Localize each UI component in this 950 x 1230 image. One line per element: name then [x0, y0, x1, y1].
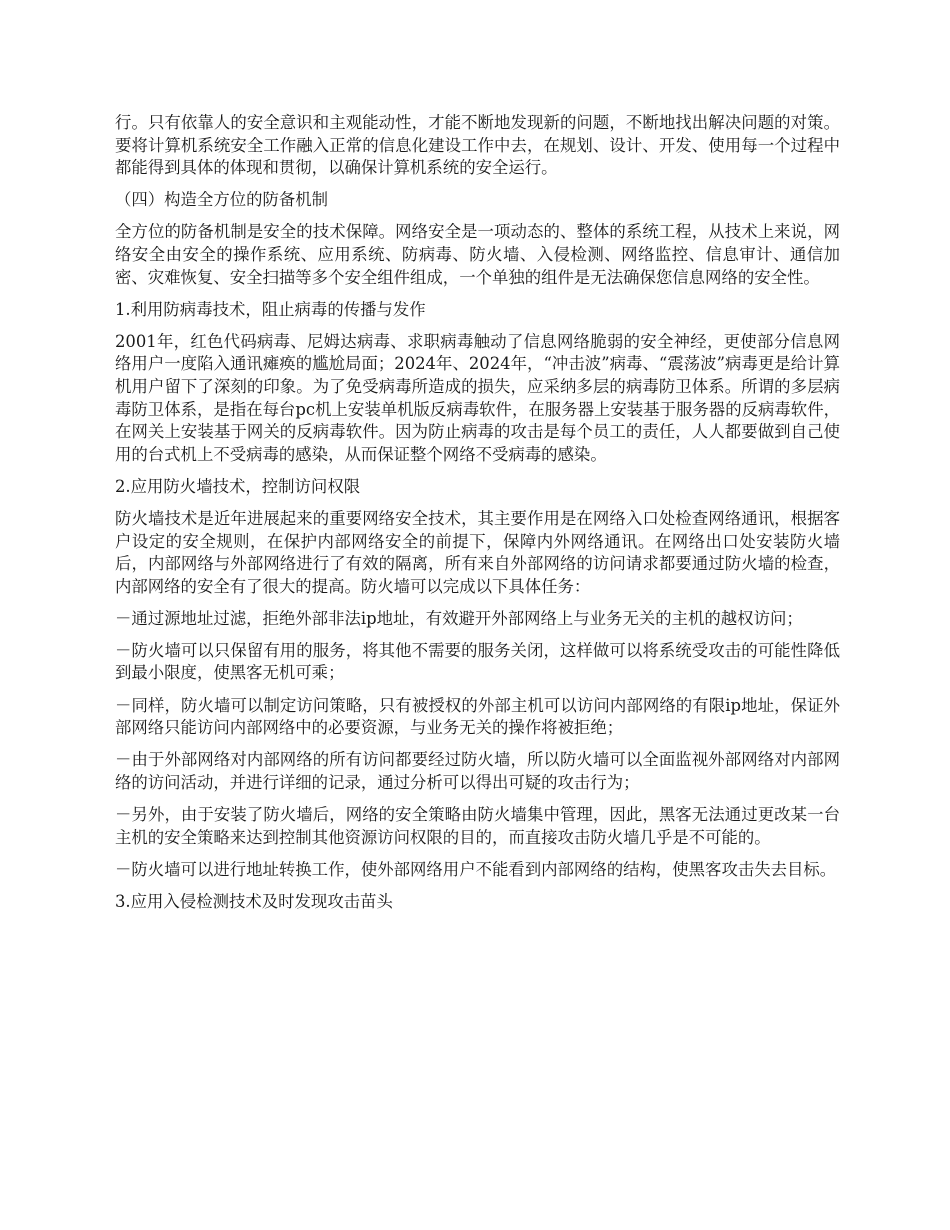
list-item-service-limit: －防火墙可以只保留有用的服务，将其他不需要的服务关闭，这样做可以将系统受攻击的可能性降低到最小限度，使黑客无机可乘； — [115, 640, 840, 683]
paragraph-defense-mechanism: 全方位的防备机制是安全的技术保障。网络安全是一项动态的、整体的系统工程，从技术上来说，网络安全由安全的操作系统、应用系统、防病毒、防火墙、入侵检测、网络监控、信息审计、通信加密、灾难恢复、安全扫描等多个安全组件组成，一个单独的组件是无法确保您信息网络的安全性。 — [115, 222, 840, 287]
list-item-source-filter: －通过源地址过滤，拒绝外部非法ip地址，有效避开外部网络上与业务无关的主机的越权访问； — [115, 608, 803, 628]
list-item-central-policy: －另外，由于安装了防火墙后，网络的安全策略由防火墙集中管理，因此，黑客无法通过更改某一台主机的安全策略来达到控制其他资源访问权限的目的，而直接攻击防火墙几乎是不可能的。 — [115, 804, 840, 847]
list-item-access-policy: －同样，防火墙可以制定访问策略，只有被授权的外部主机可以访问内部网络的有限ip地址，保证外部网络只能访问内部网络中的必要资源，与业务无关的操作将被拒绝； — [115, 695, 840, 738]
document-page — [115, 112, 840, 923]
subheading-antivirus: 1.利用防病毒技术，阻止病毒的传播与发作 — [115, 299, 426, 319]
subheading-firewall: 2.应用防火墙技术，控制访问权限 — [115, 476, 361, 496]
paragraph-firewall: 防火墙技术是近年进展起来的重要网络安全技术，其主要作用是在网络入口处检查网络通讯，根据客户设定的安全规则，在保护内部网络安全的前提下，保障内外网络通讯。在网络出口处安装防火墙后，内部网络与外部网络进行了有效的隔离，所有来自外部网络的访问请求都要通过防火墙的检查，内部网络的安全有了很大的提高。防火墙可以完成以下具体任务： — [115, 508, 840, 596]
paragraph-antivirus: 2001年，红色代码病毒、尼姆达病毒、求职病毒触动了信息网络脆弱的安全神经，更使部分信息网络用户一度陷入通讯瘫痪的尴尬局面；2024年、2024年，“冲击波”病毒、“震荡波”病毒更是给计算机用户留下了深刻的印象。为了免受病毒所造成的损失，应采纳多层的病毒防卫体系。所谓的多层病毒防卫体系，是指在每台pc机上安装单机版反病毒软件，在服务器上安装基于服务器的反病毒软件，在网关上安装基于网关的反病毒软件。因为防止病毒的攻击是每个员工的责任，人人都要做到自己使用的台式机上不受病毒的感染，从而保证整个网络不受病毒的感染。 — [115, 331, 840, 464]
section-heading-defense-mechanism: （四）构造全方位的防备机制 — [115, 190, 329, 210]
subheading-intrusion-detection: 3.应用入侵检测技术及时发现攻击苗头 — [115, 891, 393, 911]
paragraph-security-awareness: 行。只有依靠人的安全意识和主观能动性，才能不断地发现新的问题，不断地找出解决问题的对策。要将计算机系统安全工作融入正常的信息化建设工作中去，在规划、设计、开发、使用每一个过程中都能得到具体的体现和贯彻，以确保计算机系统的安全运行。 — [115, 113, 840, 178]
list-item-monitoring: －由于外部网络对内部网络的所有访问都要经过防火墙，所以防火墙可以全面监视外部网络对内部网络的访问活动，并进行详细的记录，通过分析可以得出可疑的攻击行为； — [115, 750, 840, 792]
list-item-address-translation: －防火墙可以进行地址转换工作，使外部网络用户不能看到内部网络的结构，使黑客攻击失去目标。 — [115, 859, 837, 879]
